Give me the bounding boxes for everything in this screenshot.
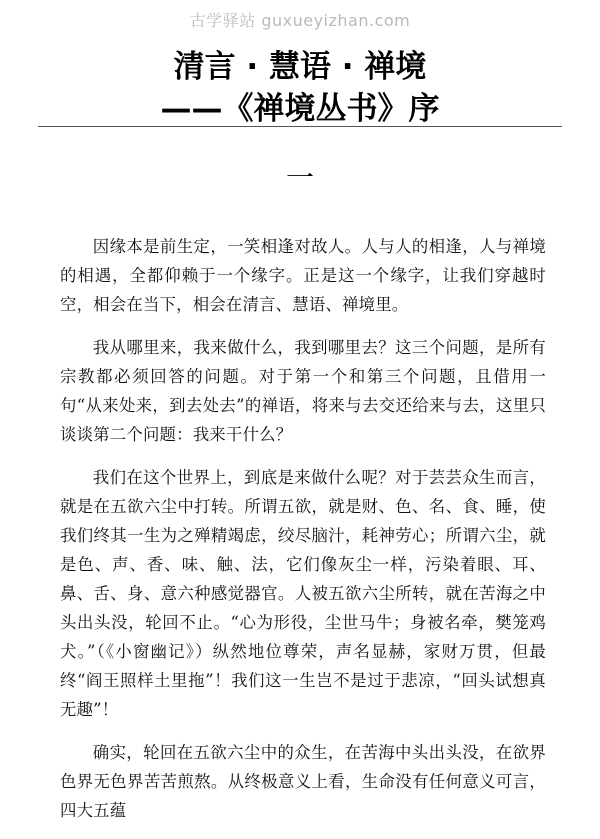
title-line-1: 清言 · 慧语 · 禅境 (173, 49, 427, 85)
paragraph-4: 确实，轮回在五欲六尘中的众生，在苦海中头出头没，在欲界色界无色界苦苦煎熬。从终极意义上看，生命没有任何意义可言，四大五蕴 (60, 743, 546, 820)
title-line-2: ——《禅境丛书》序 (160, 91, 440, 127)
page-title (0, 46, 600, 130)
section-number: 一 (285, 161, 314, 194)
watermark: 古学驿站 guxueyizhan.com (189, 11, 411, 30)
paragraph-1: 因缘本是前生定，一笑相逢对故人。人与人的相逢，人与禅境的相遇，全都仰赖于一个缘字。正是这一个缘字，让我们穿越时空，相会在当下，相会在清言、慧语、禅境里。 (60, 237, 546, 314)
body-text (60, 232, 546, 839)
paragraph-3: 我们在这个世界上，到底是来做什么呢？对于芸芸众生而言，就是在五欲六尘中打转。所谓五欲，就是财、色、名、食、睡，使我们终其一生为之殚精竭虑，绞尽脑汁，耗神劳心；所谓六尘，就是色、声、香、味、触、法，它们像灰尘一样，污染着眼、耳、鼻、舌、身、意六种感觉器官。人被五欲六尘所转，就在苦海之中头出头没，轮回不止。“心为形役，尘世马牛；身被名牵，樊笼鸡犬。”（《小窗幽记》）纵然地位尊荣，声名显赫，家财万贯，但最终“阎王照样土里拖”！我们这一生岂不是过于悲凉，“回头试想真无趣”！ (60, 468, 546, 719)
paragraph-2: 我从哪里来，我来做什么，我到哪里去？这三个问题，是所有宗教都必须回答的问题。对于第一个和第三个问题，且借用一句“从来处来，到去处去”的禅语，将来与去交还给来与去，这里只谈谈第二个问题：我来干什么？ (60, 338, 546, 444)
title-divider (38, 126, 562, 127)
